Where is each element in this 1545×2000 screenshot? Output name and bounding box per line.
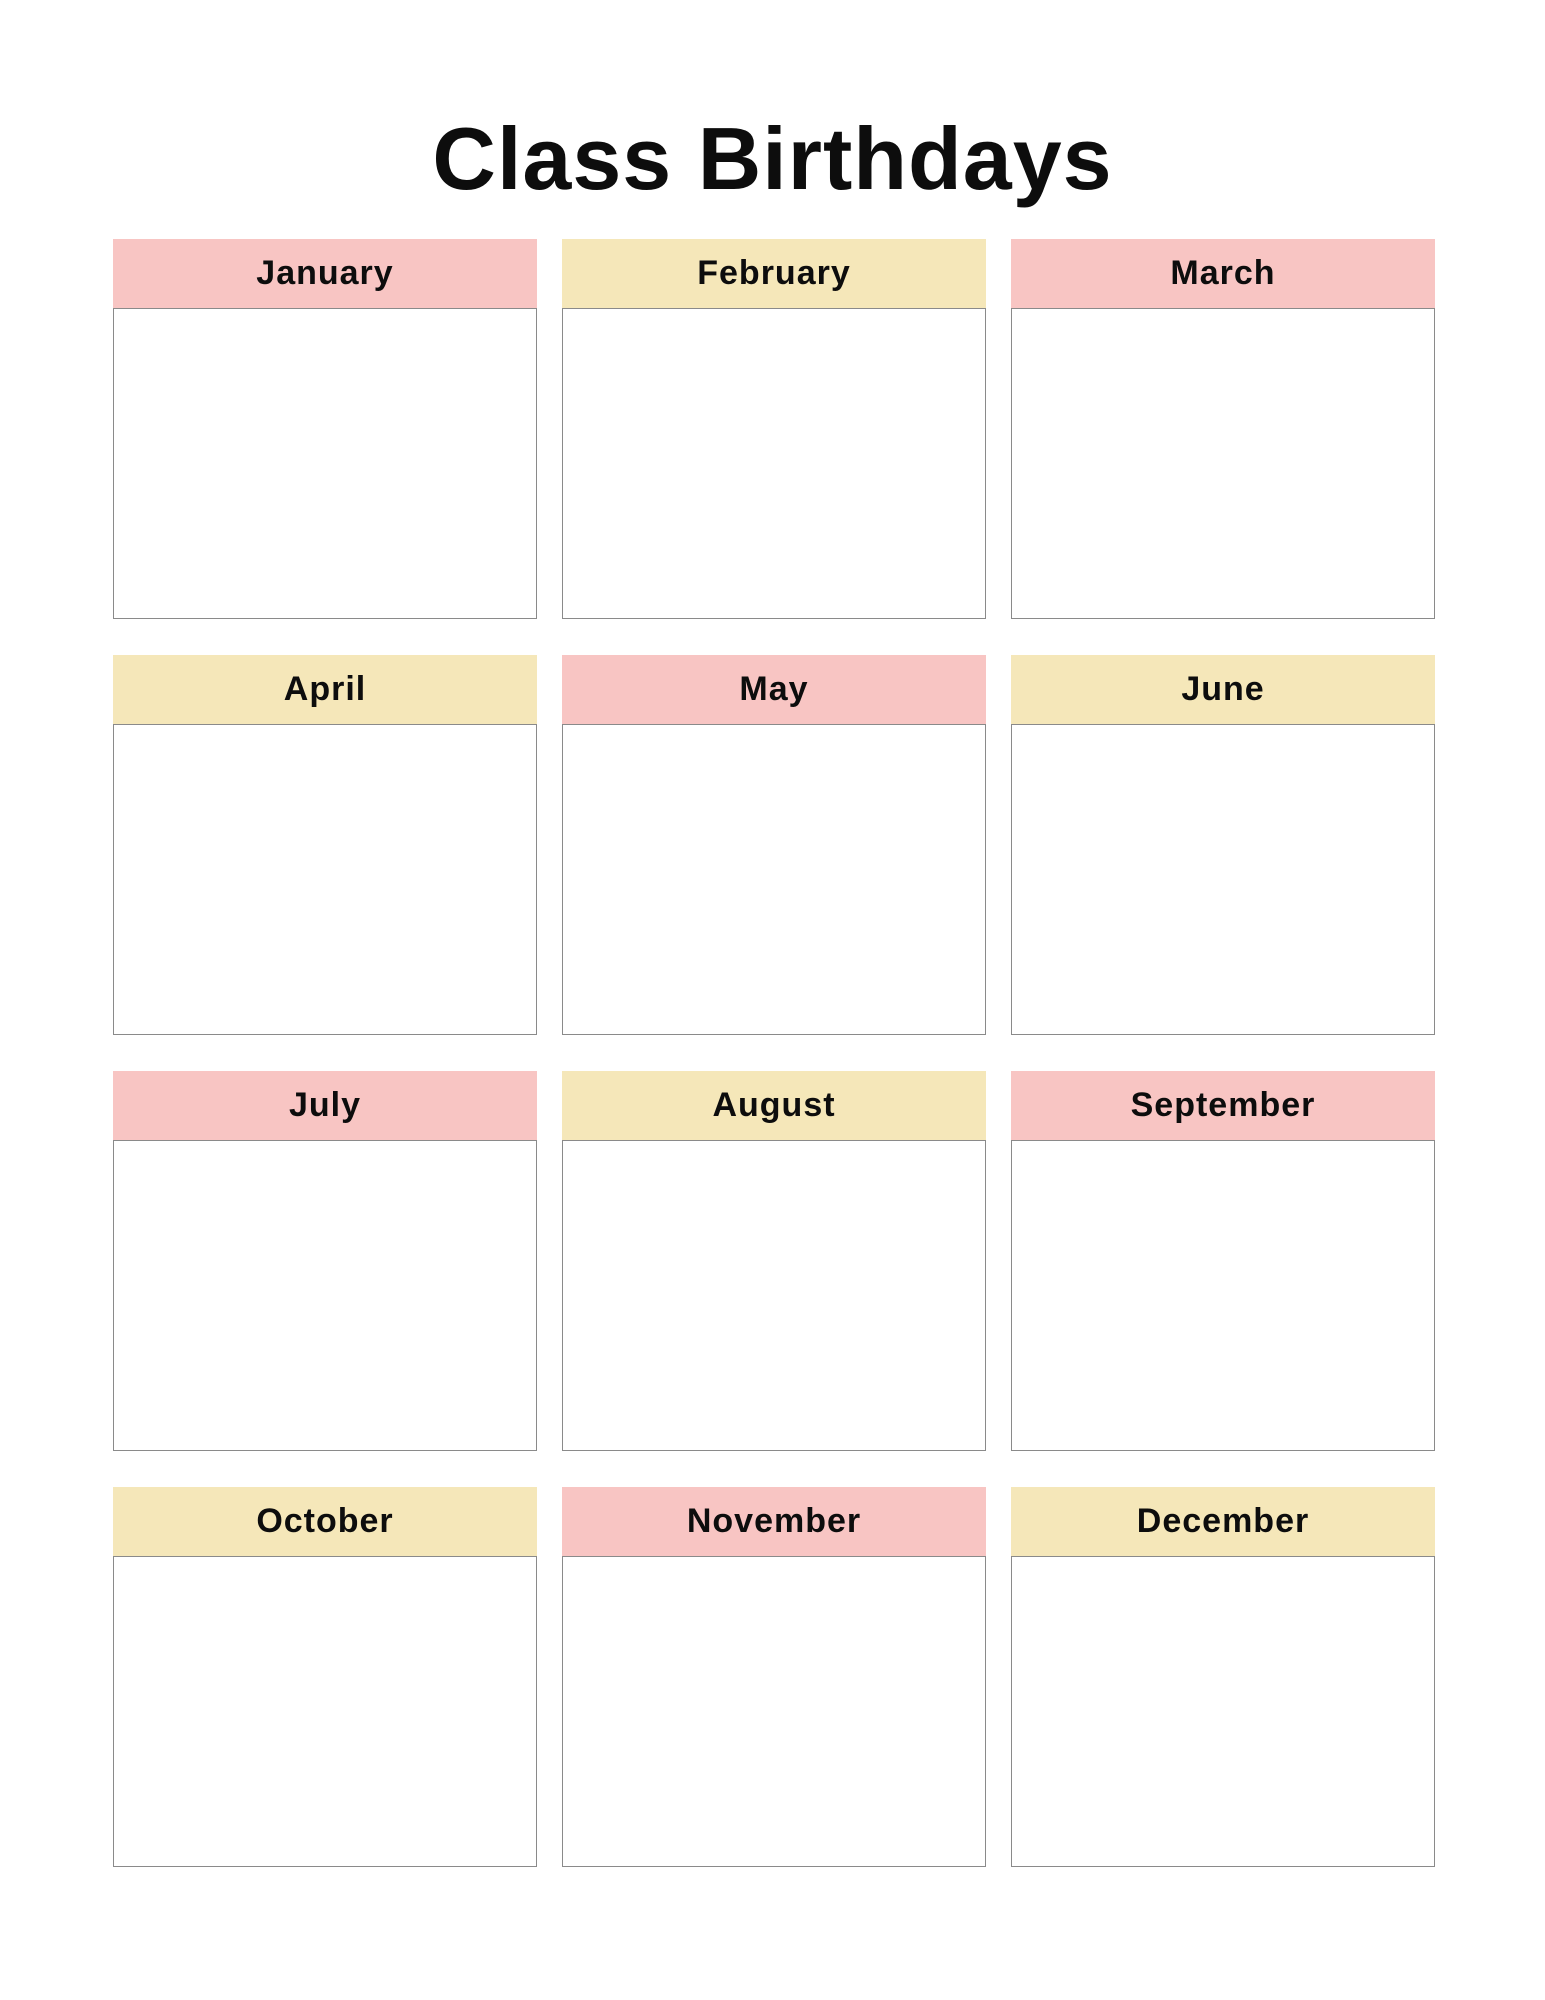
month-box-february[interactable]	[562, 308, 986, 619]
month-card-october	[113, 1487, 537, 1867]
page-title: Class Birthdays	[432, 109, 1113, 208]
month-box-august[interactable]	[562, 1140, 986, 1451]
month-card-august	[562, 1071, 986, 1451]
month-header-april: April	[113, 655, 537, 724]
month-box-december[interactable]	[1011, 1556, 1435, 1867]
month-card-september	[1011, 1071, 1435, 1451]
month-box-october[interactable]	[113, 1556, 537, 1867]
month-box-september[interactable]	[1011, 1140, 1435, 1451]
month-card-june	[1011, 655, 1435, 1035]
month-card-july	[113, 1071, 537, 1451]
month-header-august: August	[562, 1071, 986, 1140]
month-card-january	[113, 239, 537, 619]
month-box-may[interactable]	[562, 724, 986, 1035]
months-grid	[113, 239, 1435, 1867]
month-box-june[interactable]	[1011, 724, 1435, 1035]
month-box-january[interactable]	[113, 308, 537, 619]
month-box-july[interactable]	[113, 1140, 537, 1451]
month-header-october: October	[113, 1487, 537, 1556]
month-box-march[interactable]	[1011, 308, 1435, 619]
month-card-may	[562, 655, 986, 1035]
month-header-january: January	[113, 239, 537, 308]
month-header-september: September	[1011, 1071, 1435, 1140]
month-box-april[interactable]	[113, 724, 537, 1035]
month-header-july: July	[113, 1071, 537, 1140]
month-header-may: May	[562, 655, 986, 724]
month-header-february: February	[562, 239, 986, 308]
month-header-november: November	[562, 1487, 986, 1556]
month-box-november[interactable]	[562, 1556, 986, 1867]
month-card-december	[1011, 1487, 1435, 1867]
month-header-june: June	[1011, 655, 1435, 724]
month-card-april	[113, 655, 537, 1035]
month-card-february	[562, 239, 986, 619]
month-header-march: March	[1011, 239, 1435, 308]
month-card-november	[562, 1487, 986, 1867]
month-header-december: December	[1011, 1487, 1435, 1556]
month-card-march	[1011, 239, 1435, 619]
